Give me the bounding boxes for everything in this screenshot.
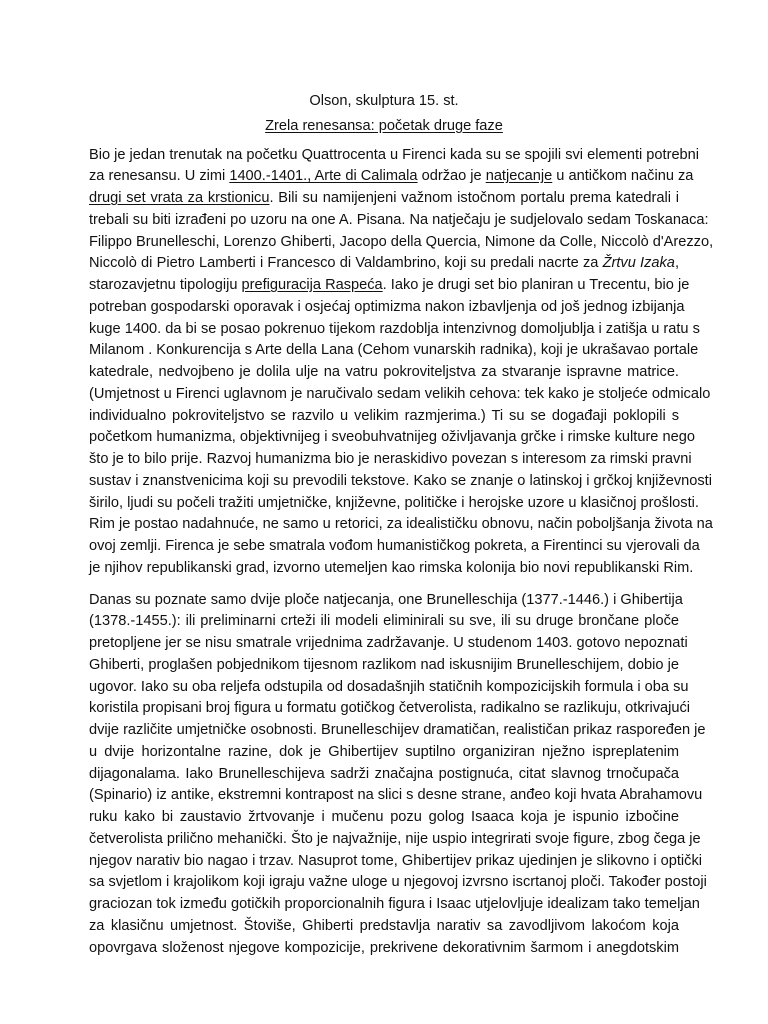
paragraph-line: graciozan tok između gotičkih proporcionalnih figura i Isaac utjelovljuje idealizam tako temeljan bbox=[89, 896, 700, 912]
paragraph-line: u dvije horizontalne razine, dok je Ghibertijev suptilno organiziran nježno ispreplatenim bbox=[89, 743, 679, 760]
paragraph-line bbox=[89, 275, 690, 297]
underlined-date-guild: 1400.-1401., Arte di Calimala bbox=[229, 168, 418, 185]
paragraph-line: Bio je jedan trenutak na početku Quattrocenta u Firenci kada su se spojili svi elementi potrebni bbox=[89, 146, 700, 163]
text-run: održao je bbox=[417, 168, 486, 185]
text-run: Niccolò di Pietro Lamberti i Francesco di Valdambrino, koji su predali nacrte za bbox=[89, 255, 603, 272]
paragraph-line: sustav i znanstvenicima koji su prevodili tekstove. Kako se znanje o latinskoj i grčkoj književnosti bbox=[89, 472, 712, 489]
text-run: . Bili su namijenjeni važnom istočnom portalu prema katedrali i bbox=[269, 190, 679, 206]
paragraph-line: koristila propisani broj figura u formatu gotičkog četverolista, radikalno se razlikuju, otkrivajući bbox=[89, 700, 691, 717]
paragraph-line: sa svjetlom i krajolikom koji igraju važne uloge u njegovoj izvrsno iscrtanoj ploči. Također postoji bbox=[89, 874, 707, 891]
paragraph-line: ovoj zemlji. Firenca je sebe smatrala vođom humanističkog pokreta, a Firentinci su vjerovali da bbox=[89, 538, 700, 554]
text-run: u antičkom načinu za bbox=[552, 168, 694, 185]
paragraph-line: dvije različite umjetničke osobnosti. Brunelleschijev dramatičan, realističan prikaz raspoređen je bbox=[89, 722, 706, 738]
paragraph-line: kuge 1400. da bi se posao pokrenuo tijekom razdoblja intenzivnog domoljublja i zatišja u ratu s bbox=[89, 320, 700, 337]
paragraph-line: četverolista prilično mehanički. Što je najvažnije, nije uspio integrirati svoje figure, zbog čega je bbox=[89, 830, 701, 847]
paragraph-line: ugovor. Iako su oba reljefa odstupila od dosadašnjih statičnih kompozicijskih formula i oba su bbox=[89, 678, 689, 695]
paragraph-line: (1378.-1455.): ili preliminarni crteži ili modeli eliminirali su sve, ili su druge brončane ploče bbox=[89, 613, 679, 630]
paragraph-1 bbox=[89, 145, 714, 580]
paragraph-line: za klasičnu umjetnost. Štoviše, Ghiberti predstavlja narativ sa zavodljivom lakoćom koja bbox=[89, 917, 679, 934]
underlined-baptistery-doors: drugi set vrata za krstionicu bbox=[89, 190, 270, 206]
document-body bbox=[89, 90, 714, 959]
paragraph-line: trebali su biti izrađeni po uzoru na one A. Pisana. Na natječaju je sudjelovalo sedam Toskanaca: bbox=[89, 211, 709, 228]
paragraph-line: Danas su poznate samo dvije ploče natjecanja, one Brunelleschija (1377.-1446.) i Ghibertija bbox=[89, 591, 683, 608]
paragraph-line bbox=[89, 188, 679, 210]
paragraph-line: Milanom . Konkurencija s Arte della Lana (Cehom vunarskih radnika), koji je ukrašavao portale bbox=[89, 342, 699, 359]
text-run: , bbox=[674, 255, 679, 272]
underlined-competition: natjecanje bbox=[485, 168, 553, 185]
paragraph-line: opovrgava složenost njegove kompozicije, prekrivene dekorativnim šarmom i anegdotskim bbox=[89, 939, 679, 956]
italic-title: Žrtvu Izaka bbox=[602, 255, 675, 272]
subtitle-text: Zrela renesansa: početak druge faze bbox=[265, 117, 503, 134]
paragraph-line: (Umjetnost u Firenci uglavnom je naručivalo sedam velikih cehova: tek kako je stoljeće odmicalo bbox=[89, 385, 711, 402]
paragraph-line: dijagonalama. Iako Brunelleschijeva sadrži značajna postignuća, citat slavnog trnočupača bbox=[89, 765, 679, 782]
document-title: Olson, skulptura 15. st. bbox=[309, 93, 459, 109]
paragraph-line: individualno pokroviteljstvo se razvilo u velikim razmjerima.) Ti su se događaji poklopili s bbox=[89, 407, 679, 424]
paragraph-line: ruku kako bi zaustavio žrtvovanje i mučenu pozu golog Isaaca koja je ispunio izbočine bbox=[89, 809, 679, 825]
paragraph-line: potreban gospodarski oporavak i osjećaj optimizma nakon izbavljenja od još jednog izbijanja bbox=[89, 298, 685, 315]
paragraph-line: (Spinario) iz antike, ekstremni kontrapost na slici s desne strane, anđeo koji hvata Abrahamovu bbox=[89, 787, 703, 804]
paragraph-line: širilo, ljudi su počeli tražiti umjetničke, književne, političke i herojske uzore u klasičnoj prošlosti. bbox=[89, 494, 699, 511]
paragraph-line: Ghiberti, proglašen pobjednikom tijesnom razlikom nad iskusnijim Brunelleschijem, dobio je bbox=[89, 656, 679, 673]
paragraph-line bbox=[89, 166, 694, 188]
paragraph-line: njegov narativ bio nagao i trzav. Nasuprot tome, Ghibertijev prikaz ujedinjen je slikovno i optički bbox=[89, 852, 702, 869]
text-run: starozavjetnu tipologiju bbox=[89, 277, 242, 293]
paragraph-line: je njihov republikanski grad, izvorno utemeljen kao rimska kolonija bio novi republikanski Rim. bbox=[89, 559, 694, 576]
paragraph-line bbox=[89, 253, 679, 275]
document-subtitle bbox=[89, 116, 679, 138]
paragraph-line: pretopljene jer se nisu smatrale vrijednima zadržavanje. U studenom 1403. gotovo nepoznati bbox=[89, 635, 688, 651]
paragraph-line: katedrale, nedvojbeno je dolila ulje na vatru pokroviteljstva za stvaranje ispravne matrice. bbox=[89, 364, 679, 380]
text-run: . Iako je drugi set bio planiran u Trecentu, bio je bbox=[382, 277, 690, 293]
paragraph-line: što je to bilo prije. Razvoj humanizma bio je neraskidivo povezan s interesom za rimski pravni bbox=[89, 451, 692, 467]
underlined-prefiguration: prefiguracija Raspeća bbox=[241, 277, 383, 293]
paragraph-line: početkom humanizma, objektivnijeg i sveobuhvatnijeg oživljavanja grčke i rimske kulture nego bbox=[89, 429, 695, 446]
paragraph-2 bbox=[89, 590, 707, 960]
paragraph-line: Filippo Brunelleschi, Lorenzo Ghiberti, Jacopo della Quercia, Nimone da Colle, Niccolò d'Arezzo, bbox=[89, 233, 714, 250]
paragraph-line: Rim je postao nadahnuće, ne samo u retorici, za idealističku obnovu, način poboljšanja života na bbox=[89, 516, 713, 533]
text-run: za renesansu. U zimi bbox=[89, 168, 230, 185]
